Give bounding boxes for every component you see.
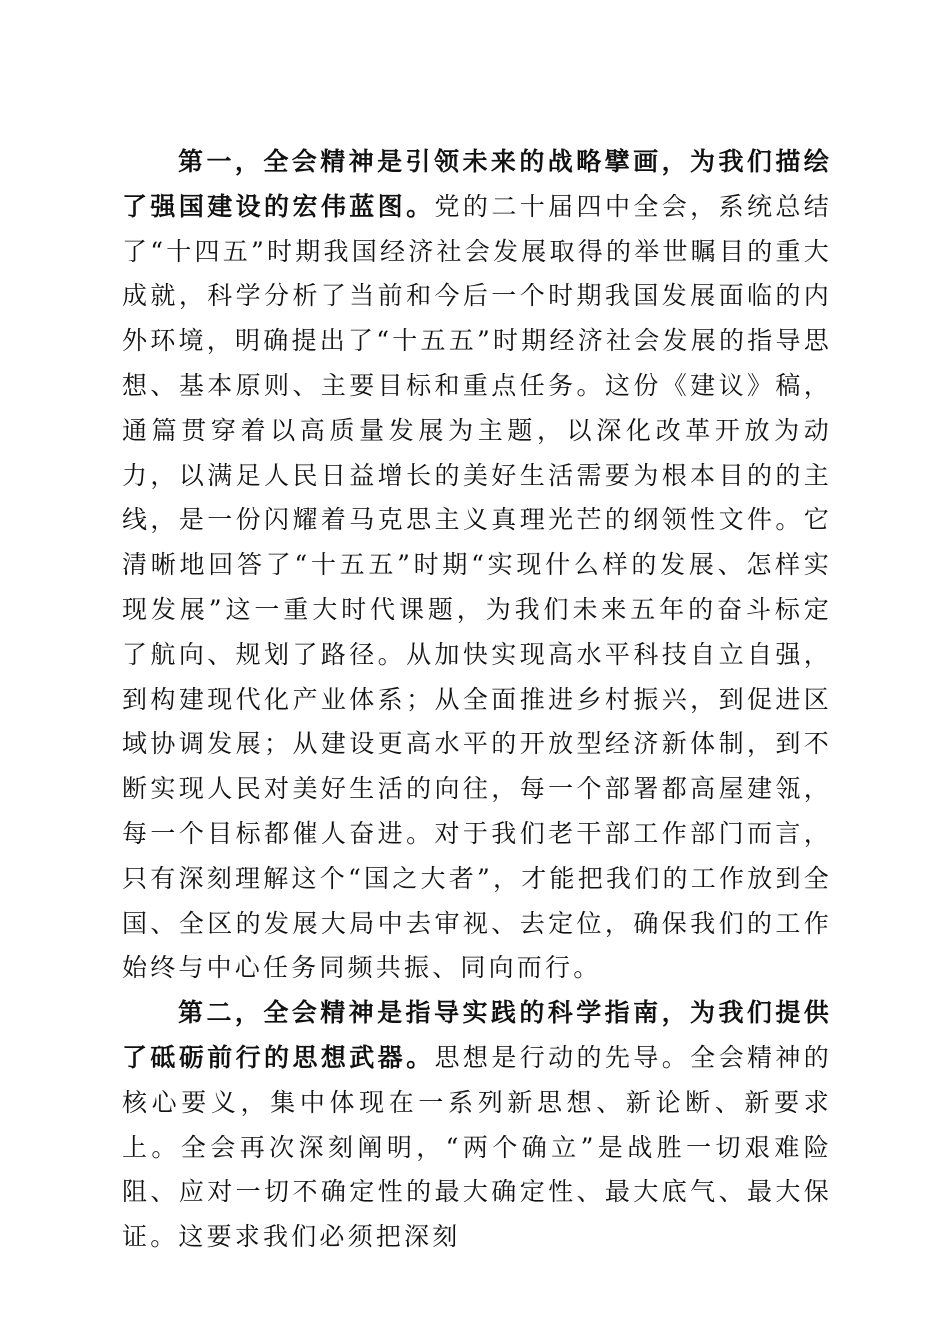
document-body (122, 140, 832, 1260)
paragraph-2 (122, 991, 832, 1260)
paragraph-2-lead: 第二，全会精神是指导实践的科学指南，为我们提供了砥砺前行的思想武器。 (122, 998, 832, 1072)
paragraph-1-lead: 第一，全会精神是引领未来的战略擘画，为我们描绘了强国建设的宏伟蓝图。 (122, 147, 832, 221)
paragraph-2-body: 思想是行动的先导。全会精神的核心要义，集中体现在一系列新思想、新论断、新要求上。全会再次深刻阐明，“两个确立”是战胜一切艰难险阻、应对一切不确定性的最大确定性、最大底气、最大保证。这要求我们必须把深刻 (122, 1042, 833, 1252)
paragraph-1-body: 党的二十届四中全会，系统总结了“十四五”时期我国经济社会发展取得的举世瞩目的重大成就，科学分析了当前和今后一个时期我国发展面临的内外环境，明确提出了“十五五”时期经济社会发展的指导思想、基本原则、主要目标和重点任务。这份《建议》稿，通篇贯穿着以高质量发展为主题，以深化改革开放为动力，以满足人民日益增长的美好生活需要为根本目的的主线，是一份闪耀着马克思主义真理光芒的纲领性文件。它清晰地回答了“十五五”时期“实现什么样的发展、怎样实现发展”这一重大时代课题，为我们未来五年的奋斗标定了航向、规划了路径。从加快实现高水平科技自立自强，到构建现代化产业体系；从全面推进乡村振兴，到促进区域协调发展；从建设更高水平的开放型经济新体制，到不断实现人民对美好生活的向往，每一个部署都高屋建瓴，每一个目标都催人奋进。对于我们老干部工作部门而言，只有深刻理解这个“国之大者”，才能把我们的工作放到全国、全区的发展大局中去审视、去定位，确保我们的工作始终与中心任务同频共振、同向而行。 (122, 191, 833, 983)
paragraph-1 (122, 140, 832, 991)
